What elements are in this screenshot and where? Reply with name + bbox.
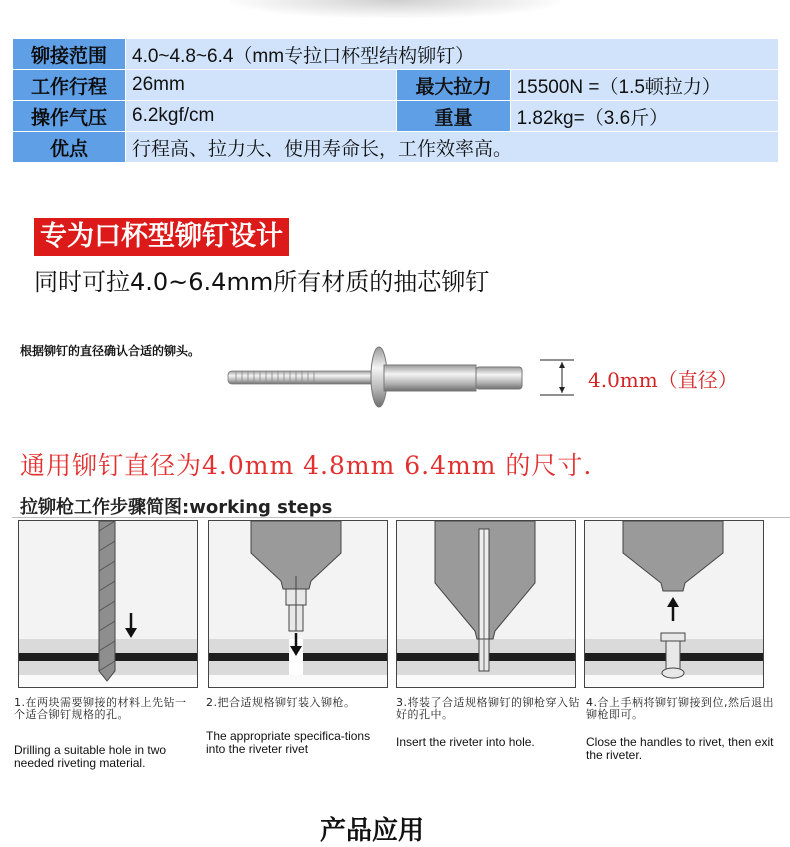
step-3-caption-cn: 3.将装了合适规格铆钉的铆枪穿入钻好的孔中。	[396, 696, 580, 721]
step-2-caption-en: The appropriate specifica-tions into the riveter rivet	[206, 729, 371, 756]
spec-value-pressure: 6.2kgf/cm	[126, 101, 397, 132]
spec-label-stroke: 工作行程	[13, 70, 126, 101]
spec-table	[12, 38, 779, 163]
product-application-title: 产品应用	[320, 816, 425, 846]
step-1-caption-cn: 1.在两块需要铆接的材料上先钻一个适合铆钉规格的孔。	[14, 696, 187, 721]
size-note: 通用铆钉直径为4.0mm 4.8mm 6.4mm 的尺寸.	[20, 451, 593, 480]
rivet-illustration	[222, 340, 592, 410]
step-4-diagram	[584, 520, 764, 688]
step-4-caption-en: Close the handles to rivet, then exit the riveter.	[586, 735, 774, 762]
spec-label-weight: 重量	[397, 101, 510, 132]
spec-label-force: 最大拉力	[397, 70, 510, 101]
design-banner: 专为口杯型铆钉设计	[34, 218, 289, 256]
spec-value-stroke: 26mm	[126, 70, 397, 101]
step-1-diagram	[18, 520, 198, 688]
step-2-diagram	[208, 520, 388, 688]
spec-label-pressure: 操作气压	[13, 101, 126, 132]
spec-value-advantage: 行程高、拉力大、使用寿命长，工作效率高。	[126, 132, 779, 163]
spec-label-advantage: 优点	[13, 132, 126, 163]
spec-value-weight: 1.82kg=（3.6斤）	[510, 101, 778, 132]
steps-title: 拉铆枪工作步骤简图:working steps	[20, 497, 333, 518]
spec-value-force: 15500N =（1.5顿拉力）	[510, 70, 778, 101]
top-shadow	[230, 0, 560, 18]
step-3-diagram	[396, 520, 576, 688]
spec-value-range: 4.0~4.8~6.4（mm专拉口杯型结构铆钉）	[126, 39, 779, 70]
step-4-caption-cn: 4.合上手柄将铆钉铆接到位,然后退出铆枪即可。	[586, 696, 774, 721]
step-3-caption-en: Insert the riveter into hole.	[396, 735, 535, 749]
spec-label-range: 铆接范围	[13, 39, 126, 70]
rivet-head-hint: 根据铆钉的直径确认合适的铆头。	[20, 344, 201, 358]
compatibility-line: 同时可拉4.0~6.4mm所有材质的抽芯铆钉	[34, 268, 490, 296]
step-2-caption-cn: 2.把合适规格铆钉装入铆枪。	[206, 696, 356, 709]
step-1-caption-en: Drilling a suitable hole in two needed riveting material.	[14, 743, 167, 770]
diameter-label: 4.0mm（直径）	[588, 368, 738, 392]
